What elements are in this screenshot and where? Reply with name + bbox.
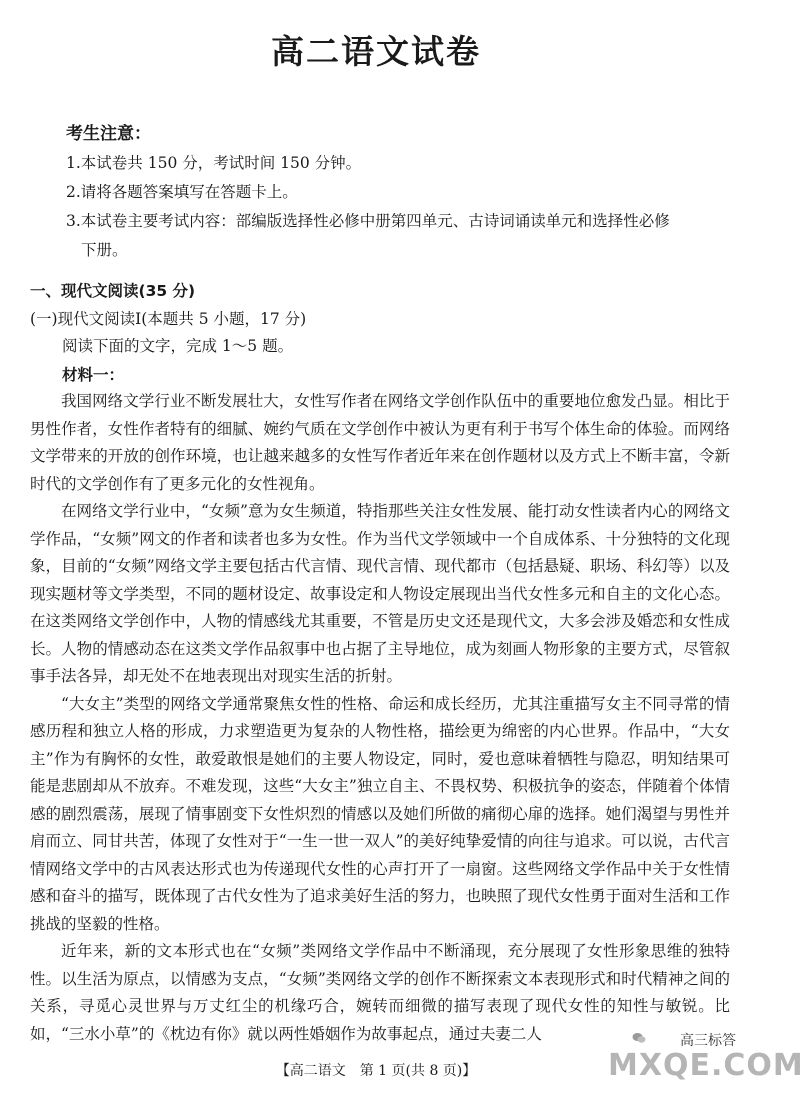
page-footer: 【高二语文 第 1 页(共 8 页)】 [275,1063,477,1079]
paragraph: 我国网络文学行业不断发展壮大，女性写作者在网络文学创作队伍中的重要地位愈发凸显。相比于男性作者，女性作者特有的细腻、婉约气质在文学创作中被认为更有利于书写个体生命的体验。而网络文学带来的开放的创作环境，也让越来越多的女性写作者近年来在创作题材以及方式上不断丰富，令新时代的文学创作有了更多元化的女性视角。 [30,392,730,493]
reading-section [30,278,730,1048]
watermark-account: 高三标答 [680,1033,736,1049]
notice-item: 3.本试卷主要考试内容：部编版选择性必修中册第四单元、古诗词诵读单元和选择性必修 [66,212,670,230]
notice-item-continuation: 下册。 [81,241,128,259]
section-heading: 一、现代文阅读(35 分) [30,282,196,300]
notice-item: 2.请将各题答案填写在答题卡上。 [66,183,298,201]
page-title: 高二语文试卷 [271,32,481,71]
watermark [596,1026,804,1090]
wechat-icon [632,1032,646,1044]
notice-heading: 考生注意： [66,124,151,144]
material-label: 材料一： [62,364,125,384]
paragraph: 在网络文学行业中，“女频”意为女生频道，特指那些关注女性发展、能打动女性读者内心的网络文学作品，“女频”网文的作者和读者也多为女性。作为当代文学领域中一个自成体系、十分独特的文化现象，目前的“女频”网络文学主要包括古代言情、现代言情、现代都市（包括悬疑、职场、科幻等）以及现实题材等文学类型，不同的题材设定、故事设定和人物设定展现出当代女性多元和自主的文化心态。在这类网络文学创作中，人物的情感线尤其重要，不管是历史文还是现代文，大多会涉及婚恋和女性成长。人物的情感动态在这类文学作品叙事中也占据了主导地位，成为刻画人物形象的主要方式，尽管叙事手法各异，却无处不在地表现出对现实生活的折射。 [30,502,730,685]
instruction: 阅读下面的文字，完成 1～5 题。 [62,337,294,355]
notice-block [66,120,726,265]
watermark-logo: MXQE.COM [608,1048,804,1083]
notice-item: 1.本试卷共 150 分，考试时间 150 分钟。 [66,154,362,172]
sub-heading: (一)现代文阅读Ⅰ(本题共 5 小题，17 分) [30,309,307,328]
paragraph: “大女主”类型的网络文学通常聚焦女性的性格、命运和成长经历，尤其注重描写女主不同寻常的情感历程和独立人格的形成，力求塑造更为复杂的人物性格，描绘更为绵密的内心世界。作品中，“大女主”作为有胸怀的女性，敢爱敢恨是她们的主要人物设定，同时，爱也意味着牺牲与隐忍，明知结果可能是悲剧却从不放弃。不难发现，这些“大女主”独立自主、不畏权势、积极抗争的姿态，伴随着个体情感的剧烈震荡，展现了情事剧变下女性炽烈的情感以及她们所做的痛彻心扉的选择。她们渴望与男性并肩而立、同甘共苦，体现了女性对于“一生一世一双人”的美好纯挚爱情的向往与追求。可以说，古代言情网络文学中的古风表达形式也为传递现代女性的心声打开了一扇窗。这些网络文学作品中关于女性情感和奋斗的描写，既体现了古代女性为了追求美好生活的努力，也映照了现代女性勇于面对生活和工作挑战的坚毅的性格。 [30,694,730,933]
paragraph: 近年来，新的文本形式也在“女频”类网络文学作品中不断涌现，充分展现了女性形象思维的独特性。以生活为原点，以情感为支点，“女频”类网络文学的创作不断探索文本表现形式和时代精神之间的关系，寻觅心灵世界与万丈红尘的机缘巧合，婉转而细微的描写表现了现代女性的知性与敏锐。比如，“三水小草”的《枕边有你》就以两性婚姻作为故事起点，通过夫妻二人 [30,942,730,1043]
